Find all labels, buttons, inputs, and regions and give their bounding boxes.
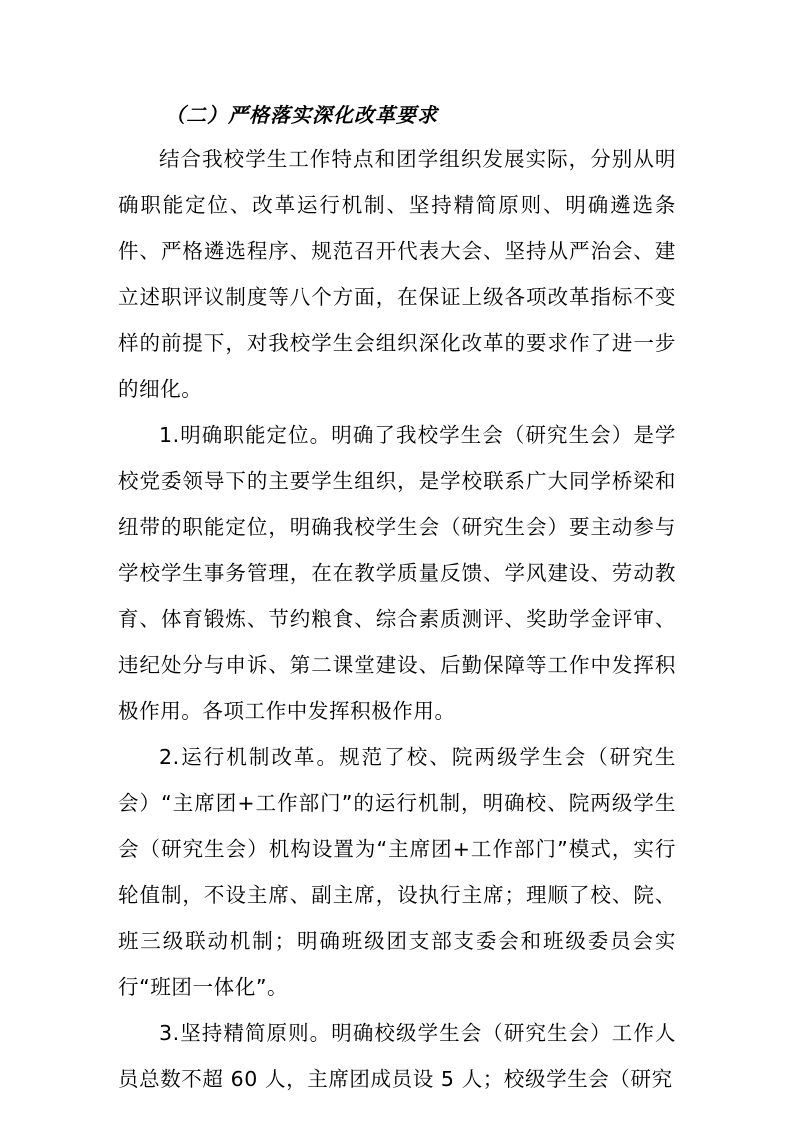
item-3-paragraph: 3.坚持精简原则。明确校级学生会（研究生会）工作人员总数不超 60 人，主席团成员设 5 人；校级学生会（研究 <box>118 1021 676 1091</box>
item-2-paragraph: 2.运行机制改革。规范了校、院两级学生会（研究生会）“主席团+工作部门”的运行机制，明确校、院两级学生会（研究生会）机构设置为“主席团+工作部门”模式，实行轮值制，不设主席、副主席，设执行主席；理顺了校、院、班三级联动机制；明确班级团支部支委会和班级委员会实行“班团一体化”。 <box>118 745 676 999</box>
section-heading: （二）严格落实深化改革要求 <box>165 103 438 127</box>
item-1-paragraph: 1.明确职能定位。明确了我校学生会（研究生会）是学校党委领导下的主要学生组织，是学校联系广大同学桥梁和纽带的职能定位，明确我校学生会（研究生会）要主动参与学校学生事务管理，在在教学质量反馈、学风建设、劳动教育、体育锻炼、节约粮食、综合素质测评、奖助学金评审、违纪处分与申诉、第二课堂建设、后勤保障等工作中发挥积极作用。各项工作中发挥积极作用。 <box>118 423 676 723</box>
document-body <box>118 136 676 1102</box>
intro-paragraph: 结合我校学生工作特点和团学组织发展实际，分别从明确职能定位、改革运行机制、坚持精简原则、明确遴选条件、严格遴选程序、规范召开代表大会、坚持从严治会、建立述职评议制度等八个方面，在保证上级各项改革指标不变样的前提下，对我校学生会组织深化改革的要求作了进一步的细化。 <box>118 147 676 401</box>
